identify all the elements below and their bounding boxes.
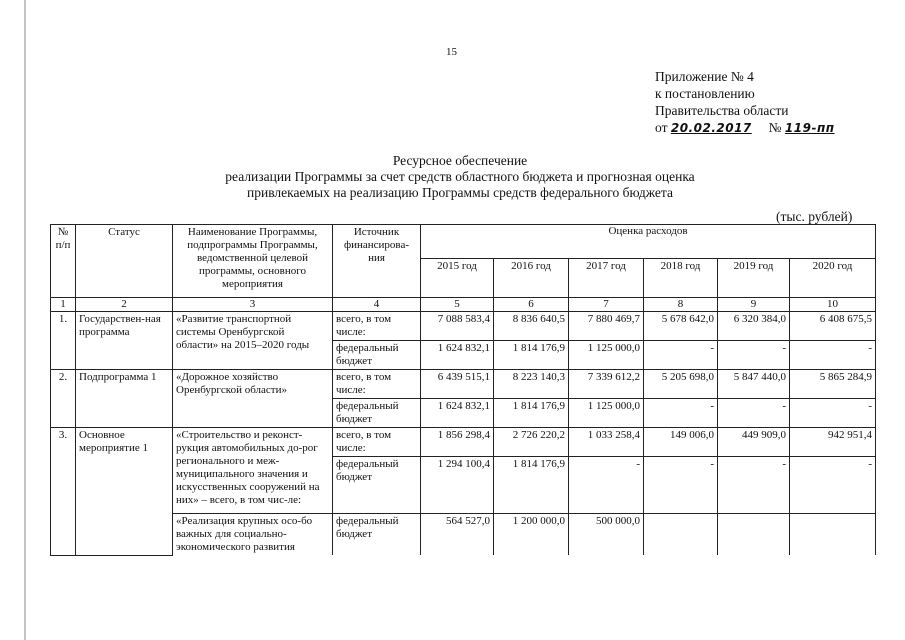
value-cell: - [718,341,790,370]
table-row [51,514,876,556]
header-estimate: Оценка расходов [421,225,876,259]
value-cell: - [718,399,790,428]
value-cell: 1 624 832,1 [421,341,494,370]
row-source: всего, в том числе: [333,428,421,457]
value-cell [644,514,718,556]
index-cell: 5 [421,298,494,312]
value-cell: 1 125 000,0 [569,399,644,428]
title-line-2: реализации Программы за счет средств областного бюджета и прогнозная оценка [225,169,695,184]
value-cell: 1 200 000,0 [494,514,569,556]
value-cell: 7 339 612,2 [569,370,644,399]
index-cell: 2 [76,298,173,312]
appendix-line-2: к постановлению [655,86,755,101]
table-row [51,370,876,399]
value-cell: - [718,457,790,514]
value-cell: 5 205 698,0 [644,370,718,399]
row-name: «Дорожное хозяйство Оренбургской области» [173,370,333,428]
header-year-2017: 2017 год [569,259,644,298]
index-cell: 10 [790,298,876,312]
row-source: федеральный бюджет [333,514,421,556]
value-cell: 2 726 220,2 [494,428,569,457]
index-cell: 9 [718,298,790,312]
row-name: «Строительство и реконст-рукция автомобильных до-рог регионального и меж-муниципального значения и искусственных сооружений на них» – всего, в том чис-ле: [173,428,333,514]
row-source: всего, в том числе: [333,312,421,341]
index-cell: 8 [644,298,718,312]
value-cell: 6 408 675,5 [790,312,876,341]
row-num: 2. [51,370,76,428]
value-cell: 1 814 176,9 [494,341,569,370]
row-status: Основное мероприятие 1 [76,428,173,556]
header-year-2018: 2018 год [644,259,718,298]
value-cell: 1 814 176,9 [494,399,569,428]
value-cell [790,514,876,556]
value-cell: 942 951,4 [790,428,876,457]
header-source: Источник финансирова-ния [333,225,421,298]
value-cell: 5 847 440,0 [718,370,790,399]
row-source: всего, в том числе: [333,370,421,399]
value-cell: 7 880 469,7 [569,312,644,341]
value-cell: 5 678 642,0 [644,312,718,341]
value-cell: 1 624 832,1 [421,399,494,428]
title-line-1: Ресурсное обеспечение [392,153,528,168]
row-source: федеральный бюджет [333,399,421,428]
value-cell: 1 294 100,4 [421,457,494,514]
title-line-3: привлекаемых на реализацию Программы средств федерального бюджета [247,185,673,200]
value-cell: 8 223 140,3 [494,370,569,399]
value-cell: 449 909,0 [718,428,790,457]
header-year-2015: 2015 год [421,259,494,298]
value-cell [718,514,790,556]
value-cell: 564 527,0 [421,514,494,556]
value-cell: - [644,399,718,428]
index-cell: 7 [569,298,644,312]
handwritten-date: 20.02.2017 [670,121,752,135]
handwritten-number: 119-пп [784,121,835,135]
document-title [150,153,770,201]
value-cell: - [644,457,718,514]
row-num: 3. [51,428,76,556]
index-cell: 1 [51,298,76,312]
row-status: Подпрограмма 1 [76,370,173,428]
value-cell: - [569,457,644,514]
scan-edge [24,0,26,640]
header-name: Наименование Программы, подпрограммы Программы, ведомственной целевой программы, основного мероприятия [173,225,333,298]
row-source: федеральный бюджет [333,341,421,370]
row-name: «Реализация крупных осо-бо важных для социально-экономического развития [173,514,333,556]
row-num: 1. [51,312,76,370]
value-cell: 8 836 640,5 [494,312,569,341]
units-label: (тыс. рублей) [776,209,853,224]
value-cell: 6 320 384,0 [718,312,790,341]
row-name: «Развитие транспортной системы Оренбургской области» на 2015–2020 годы [173,312,333,370]
appendix-date-line [655,119,835,137]
table-row [51,312,876,341]
value-cell: 1 125 000,0 [569,341,644,370]
header-status: Статус [76,225,173,298]
number-prefix: № [768,120,782,135]
header-num: № п/п [51,225,76,298]
value-cell: 6 439 515,1 [421,370,494,399]
index-cell: 6 [494,298,569,312]
resource-table-wrap [50,224,875,556]
page-number: 15 [446,46,457,58]
index-cell: 4 [333,298,421,312]
date-prefix: от [655,120,668,135]
value-cell: - [644,341,718,370]
value-cell: 149 006,0 [644,428,718,457]
appendix-line-1: Приложение № 4 [655,69,754,84]
index-cell: 3 [173,298,333,312]
resource-table [50,224,876,556]
value-cell: - [790,457,876,514]
row-source: федеральный бюджет [333,457,421,514]
value-cell: - [790,341,876,370]
header-year-2016: 2016 год [494,259,569,298]
header-year-2020: 2020 год [790,259,876,298]
appendix-line-3: Правительства области [655,103,789,118]
row-status: Государствен-ная программа [76,312,173,370]
value-cell: - [790,399,876,428]
appendix-block [655,68,835,137]
header-year-2019: 2019 год [718,259,790,298]
value-cell: 1 033 258,4 [569,428,644,457]
table-row [51,428,876,457]
value-cell: 1 814 176,9 [494,457,569,514]
index-row [51,298,876,312]
value-cell: 500 000,0 [569,514,644,556]
value-cell: 1 856 298,4 [421,428,494,457]
value-cell: 5 865 284,9 [790,370,876,399]
value-cell: 7 088 583,4 [421,312,494,341]
